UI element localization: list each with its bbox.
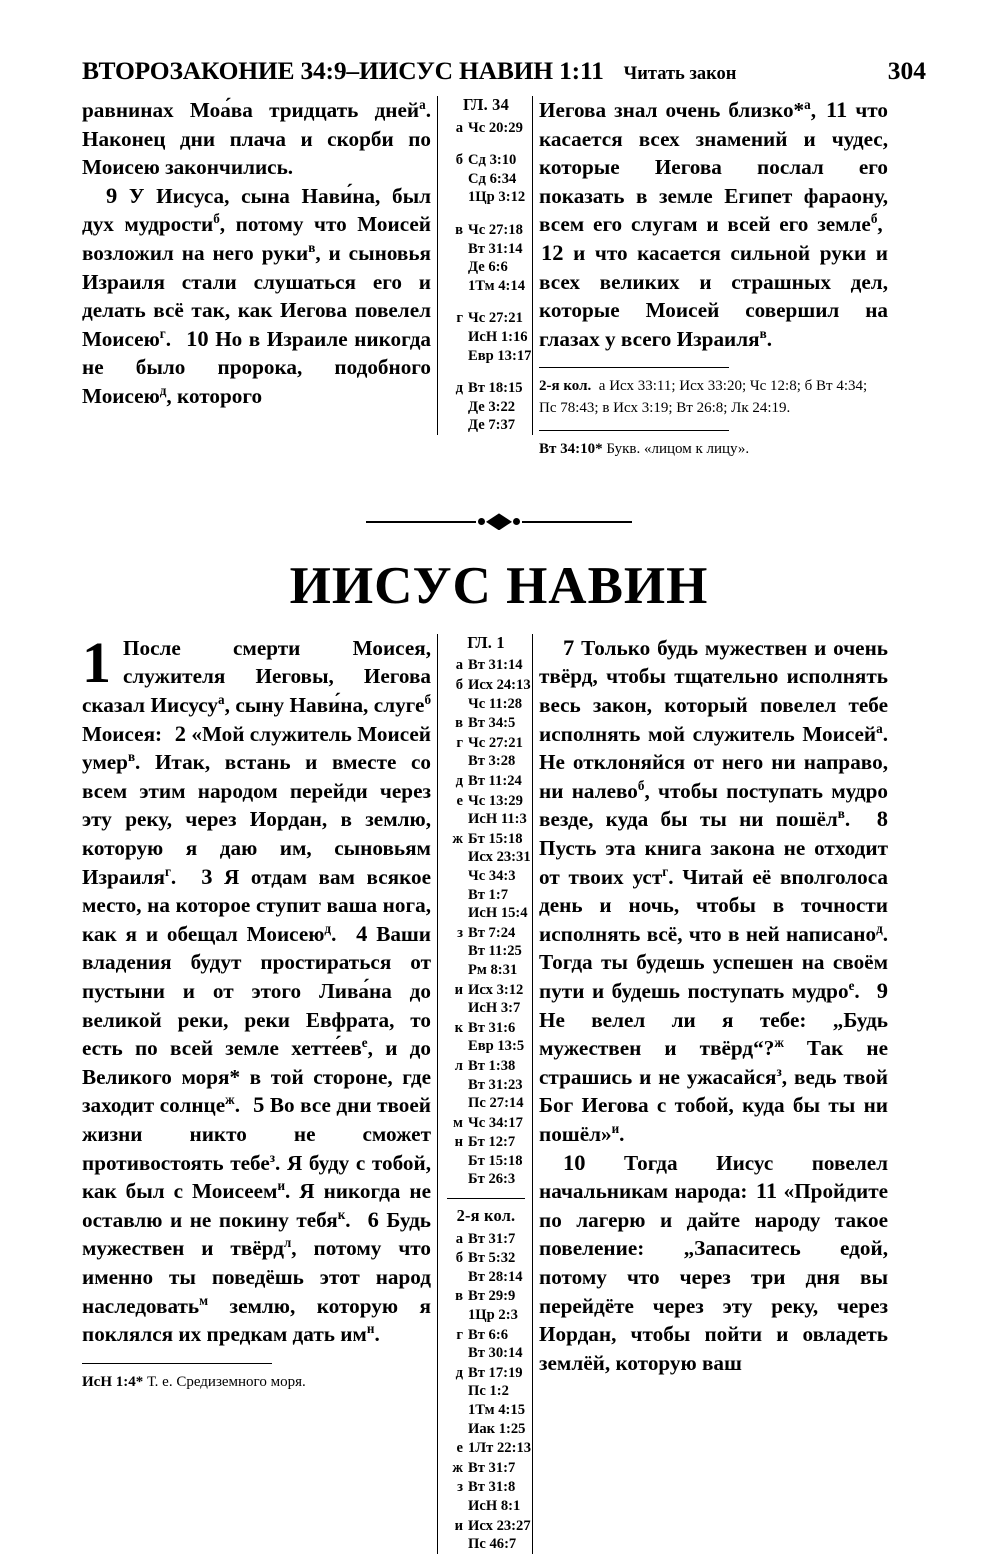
josh-v4-text-2: , и до Великого моря* в той стороне, где заходит солнце — [82, 1036, 431, 1118]
footnote-marker-b: б — [870, 211, 878, 227]
ref-item[interactable]: Вт 18:15 — [468, 380, 523, 397]
footnote-ref: ИсН 1:4* — [82, 1373, 144, 1390]
ref-group — [447, 1517, 531, 1554]
ref-letter: л — [454, 1057, 463, 1074]
deut-crossref-footnotes — [539, 377, 888, 418]
chapter-dropcap: 1 — [82, 629, 111, 695]
ref-item[interactable]: Евр 13:5 — [468, 1038, 525, 1055]
ref-letter: г — [456, 310, 463, 327]
deut-right-column — [539, 96, 888, 462]
ref-item[interactable]: Рм 8:31 — [468, 961, 518, 978]
verse-number-11: 11 — [755, 1178, 778, 1204]
footnote-marker-a: а — [876, 720, 883, 736]
ref-letter: а — [455, 657, 463, 674]
ref-group — [447, 1287, 525, 1324]
ref-group — [447, 1326, 525, 1363]
ref-spacer — [447, 295, 525, 308]
ref-letter: е — [456, 1440, 463, 1457]
ref-item[interactable]: Вт 31:7 — [468, 1230, 516, 1247]
ref-group — [447, 1133, 525, 1189]
footnote-marker-d: д — [159, 382, 167, 398]
footnote-marker-v: в — [759, 325, 767, 341]
ref-item[interactable]: Пс 1:2 — [468, 1383, 509, 1400]
josh-v9-text-3: , ведь твой Бог Иегова с тобой, куда бы ты ни пошёл» — [539, 1064, 888, 1146]
ref-group — [447, 1478, 525, 1515]
ref-letter: ж — [452, 830, 463, 847]
ref-item[interactable]: Вт 3:28 — [468, 753, 516, 770]
ref-group — [447, 221, 525, 295]
footnote-divider-2 — [539, 430, 729, 431]
ref-letter: в — [455, 221, 463, 238]
ref-spacer — [447, 207, 525, 220]
deut-left-column — [82, 96, 431, 411]
ref-group — [447, 1459, 525, 1478]
divider-diamond — [486, 513, 512, 530]
diamond-divider-icon — [0, 502, 998, 542]
footnote-marker-z: з — [269, 1149, 276, 1165]
ref-group — [447, 1057, 525, 1113]
josh-v7-text-3: , чтобы поступать мудро везде, куда бы ты ни пошёл — [539, 778, 888, 832]
ref-spacer — [447, 137, 525, 150]
divider-dot-left — [478, 518, 485, 525]
crossref-text-1[interactable]: а Исх 33:11; Исх 33:20; Чс 12:8; б Вт 4:34; — [598, 378, 868, 395]
deut-v9-text-4: . — [165, 326, 172, 351]
ref-item[interactable]: 1Цр 2:3 — [468, 1307, 518, 1324]
footnote-divider — [539, 367, 729, 368]
footnote-marker-k: к — [337, 1206, 346, 1222]
ref-item[interactable]: Вт 17:19 — [468, 1364, 523, 1381]
footnote-marker-a: а — [419, 96, 426, 112]
ref-item[interactable]: ИсН 3:7 — [468, 1000, 521, 1017]
ref-item[interactable]: Вт 1:38 — [468, 1057, 516, 1074]
footnote-marker-g: г — [662, 863, 669, 879]
ref-group — [447, 309, 532, 365]
ref-letter: б — [455, 677, 463, 694]
ref-item[interactable]: Вт 28:14 — [468, 1268, 523, 1285]
footnote-marker-a: а — [218, 691, 225, 707]
ref-item[interactable]: ИсН 15:4 — [468, 905, 528, 922]
header-reference: ВТОРОЗАКОНИЕ 34:9–ИИСУС НАВИН 1:11 — [82, 56, 604, 85]
ref-item[interactable]: Чс 13:29 — [468, 792, 523, 809]
josh-v1-text-3: Моисея: — [82, 721, 163, 746]
josh-v8-text-4: . — [854, 978, 860, 1003]
ref-item[interactable]: Вт 31:6 — [468, 1019, 516, 1036]
verse-number-9: 9 — [876, 977, 889, 1003]
ref-item[interactable]: Пс 46:7 — [468, 1536, 517, 1553]
josh-v6-text-3: землю, которую я поклялся их предкам дать им — [82, 1293, 431, 1347]
verse-number-5: 5 — [253, 1092, 265, 1118]
joshua-section — [0, 629, 998, 1554]
ref-group — [447, 1114, 525, 1133]
josh-v5-text-1: Во все дни твоей жизни никто не сможет противостоять тебе — [82, 1093, 432, 1175]
deut-v12-text-1: и что касается сильной руки и всех великих и страшных дел, которые Моисей совершил на глазах у всего Израиля — [539, 240, 888, 351]
verse-number-9: 9 — [106, 182, 118, 208]
ref-group — [447, 830, 531, 923]
verse-number-3: 3 — [201, 863, 213, 889]
josh-v9-text-1: Не велел ли я тебе: „Будь мужествен и твёрд“? — [539, 1007, 888, 1061]
refs-column-divider — [447, 1198, 525, 1199]
verse-number-7: 7 — [563, 634, 575, 660]
josh-v3-text-1: Я отдам вам всякое место, на которое ступит ваша нога, как я и обещал Моисею — [82, 864, 431, 946]
ref-letter: д — [455, 380, 463, 397]
footnote-line — [539, 440, 888, 460]
divider-dot-right — [513, 518, 520, 525]
josh-v2-text-1: «Мой служитель Моисей умер — [82, 721, 431, 775]
page-number: 304 — [887, 56, 926, 85]
book-title: ИИСУС НАВИН — [289, 556, 709, 615]
josh-v5-text-2: . Я буду с тобой, как был с Моисеем — [82, 1150, 432, 1204]
ref-letter: д — [455, 773, 463, 789]
footnote-marker-zh: ж — [225, 1092, 235, 1108]
josh-v8-text-3: . Тогда ты будешь успешен на своём пути и будешь поступать мудро — [539, 921, 888, 1003]
ref-item[interactable]: 1Цр 3:12 — [468, 189, 526, 206]
deut-right-paragraph — [539, 96, 888, 353]
verse-number-12: 12 — [541, 239, 564, 265]
divider-line-right — [522, 521, 632, 523]
josh-v6-text-4: . — [374, 1322, 380, 1347]
ref-group — [447, 772, 525, 791]
crossref-line-1 — [539, 377, 888, 397]
josh-v10-text-1: Тогда Иисус повелел начальникам народа: — [539, 1150, 889, 1204]
ref-item[interactable]: Вт 7:24 — [468, 924, 516, 941]
ref-letter: г — [456, 734, 463, 751]
ref-group — [447, 656, 525, 675]
ref-item[interactable]: Бт 15:18 — [468, 1152, 523, 1169]
josh-v7-text-1: Только будь мужествен и очень твёрд, чтобы тщательно исполнять весь закон, который повелел тебе исполнять мой служитель Моисей — [539, 635, 888, 746]
refs-heading-ch1: ГЛ. 1 — [467, 632, 505, 652]
ref-group — [447, 676, 531, 713]
ref-letter: г — [456, 1326, 463, 1343]
ref-item[interactable]: Чс 27:21 — [468, 310, 523, 327]
crossref-line-2[interactable]: Пс 78:43; в Исх 3:19; Вт 26:8; Лк 24:19. — [539, 399, 791, 416]
ref-item[interactable]: Бт 12:7 — [468, 1134, 516, 1151]
josh-v8-text-2: . Читай её вполголоса день и ночь, чтобы в точности исполнять всё, что в ней написано — [539, 864, 889, 946]
josh-v9-text-2: Так не страшись и не ужасайся — [539, 1036, 888, 1089]
ref-item[interactable]: Исх 23:27 — [468, 1517, 531, 1534]
ref-letter: н — [454, 1134, 463, 1151]
ref-letter: м — [453, 1114, 463, 1131]
ref-item[interactable]: Чс 20:29 — [468, 119, 523, 136]
ref-group — [447, 1364, 525, 1438]
ref-item[interactable]: Сд 6:34 — [468, 170, 517, 187]
deut-r-text-2: , — [810, 98, 817, 122]
verse-number-10: 10 — [186, 325, 209, 351]
divider-line-left — [366, 521, 476, 523]
ref-item[interactable]: ИсН 1:16 — [468, 328, 528, 345]
ref-item[interactable]: Вт 29:9 — [468, 1288, 516, 1305]
crossref-col-label: 2-я кол. — [539, 378, 592, 395]
ref-letter: к — [454, 1019, 463, 1036]
deut-v9-text-1: У Иисуса, сына Нави́на, был дух мудрости — [82, 183, 432, 237]
ref-item[interactable]: Вт 31:14 — [468, 240, 523, 257]
ref-item[interactable]: 1Тм 4:15 — [468, 1402, 526, 1418]
ref-item[interactable]: Вт 5:32 — [468, 1250, 516, 1267]
ref-letter: в — [455, 715, 463, 732]
footnote-line — [82, 1373, 431, 1393]
ref-item[interactable]: Де 6:6 — [468, 259, 508, 276]
josh-v2-text-2: . Итак, встань и вместе со всем этим народом перейди через эту реку, через Иордан, в землю, которую я даю им, сыновьям Израиля — [82, 750, 431, 889]
footnote-marker-b: б — [637, 777, 645, 793]
ref-item[interactable]: Бт 15:18 — [468, 830, 523, 847]
ref-letter: е — [456, 792, 463, 809]
ref-group — [447, 1230, 525, 1249]
ref-letter: б — [455, 1250, 463, 1267]
deut-paragraph-cont — [82, 96, 431, 182]
ref-letter: ж — [452, 1459, 463, 1476]
verse-number-4: 4 — [356, 920, 368, 946]
josh-v7-text-4: . — [844, 807, 851, 832]
footnote-marker-v: в — [837, 806, 845, 822]
footnote-marker-v: в — [308, 239, 316, 255]
footnote-text: Т. е. Средиземного моря. — [147, 1373, 306, 1390]
ref-item[interactable]: Евр 13:17 — [468, 347, 532, 364]
running-header — [0, 0, 998, 86]
deut-translation-footnote — [539, 440, 888, 460]
ref-item[interactable]: Де 7:37 — [468, 417, 516, 434]
ref-item[interactable]: ИсН 11:3 — [468, 811, 527, 828]
deut-v10-text-1: Но в Израиле никогда не было пророка, подобного Моисею — [82, 326, 432, 408]
ref-item[interactable]: Исх 3:12 — [468, 981, 524, 998]
deut-verse-9 — [82, 182, 431, 411]
josh-v5-text-4: . — [345, 1207, 351, 1232]
ref-letter: и — [454, 1517, 463, 1534]
deut-reference-column — [437, 96, 533, 435]
joshua-verse-1 — [82, 629, 432, 1349]
footnote-ref: Вт 34:10* — [539, 441, 603, 458]
deut-v10-text-2: , которого — [166, 383, 263, 408]
footnote-marker-i: и — [611, 1120, 620, 1136]
ref-letter: з — [457, 924, 463, 941]
ref-item[interactable]: Вт 34:5 — [468, 715, 516, 732]
footnote-marker-d: д — [876, 920, 883, 936]
refs-heading-ch34: ГЛ. 34 — [463, 95, 509, 114]
verse-number-8: 8 — [876, 806, 889, 832]
ref-group — [447, 924, 525, 980]
ref-letter: з — [457, 1479, 463, 1496]
footnote-marker-l: л — [283, 1235, 292, 1251]
deut-v11-text-1: что касается всех знамений и чудес, которые Иегова послал его показать в земле Египет фараону, всем его слугам и всей его земле — [539, 98, 889, 237]
deut-v12-text-2: . — [766, 326, 772, 351]
joshua-left-column — [82, 629, 432, 1394]
footnote-marker-g: г — [164, 863, 171, 879]
ref-item[interactable]: Вт 6:6 — [468, 1326, 509, 1343]
ref-group — [447, 1249, 525, 1286]
ref-letter: а — [455, 119, 463, 136]
ref-spacer — [447, 365, 525, 378]
josh-v4-text-3: . — [234, 1093, 240, 1118]
ref-item[interactable]: 1Лт 22:13 — [468, 1440, 532, 1457]
footnote-marker-i: и — [277, 1178, 286, 1194]
deut-v9-text-3: , и сыновья Израиля стали слушаться его и делать всё так, как Иегова повелел Моисею — [82, 240, 431, 351]
ref-item[interactable]: Вт 31:23 — [468, 1076, 523, 1093]
ref-item[interactable]: Бт 26:3 — [468, 1171, 516, 1188]
ref-item[interactable]: Вт 30:14 — [468, 1345, 523, 1362]
ref-letter: а — [455, 1230, 463, 1247]
joshua-footnote — [82, 1373, 431, 1393]
ref-group — [447, 734, 525, 771]
footnote-marker-m: м — [199, 1292, 209, 1308]
ref-item[interactable]: Вт 31:8 — [468, 1479, 516, 1496]
josh-v4-text-1: Ваши владения будут простираться от пустыни и от этого Лива́на до великой реки, реки Евфрата, то есть по всей земле хетте́ев — [82, 921, 432, 1061]
josh-v11-text-1: «Пройдите по лагерю и дайте народу такое повеление: „Запаситесь едой, потому что через три дня вы перейдёте через эту реку, через Иордан, чтобы пойти и овладеть землёй, которую ваш — [539, 1179, 889, 1375]
ref-item[interactable]: Иак 1:25 — [468, 1420, 526, 1437]
footnote-marker-b: б — [213, 211, 220, 227]
ref-group — [447, 981, 525, 1018]
josh-v5-text-3: . Я никогда не оставлю и не покину тебя — [82, 1179, 431, 1232]
divider-ornament — [478, 513, 520, 530]
josh-v3-text-2: . — [331, 921, 337, 946]
josh-v6-text-2: , потому что именно ты поведёшь этот народ наследовать — [82, 1236, 431, 1318]
footnote-marker-n: н — [366, 1321, 375, 1337]
josh-v1-text-1: После смерти Моисея, служителя Иеговы, Иегова сказал Иисусу — [82, 635, 431, 718]
joshua-verses-10-11 — [539, 1149, 888, 1378]
footnote-marker-b: б — [424, 691, 431, 707]
ref-item[interactable]: Сд 3:10 — [468, 152, 517, 169]
ref-letter: и — [454, 981, 463, 998]
footnote-marker-e: е — [848, 977, 855, 993]
footnote-marker-z: з — [776, 1063, 782, 1079]
ref-item[interactable]: Вт 31:14 — [468, 657, 523, 674]
footnote-marker-d: д — [324, 920, 332, 936]
ref-group — [447, 792, 525, 829]
ref-group — [447, 379, 525, 435]
deut-r-text-1: Иегова знал очень близко* — [539, 98, 805, 122]
deuteronomy-section — [0, 96, 998, 462]
deut-text-2: . Наконец дни плача и скорби по Моисею закончились. — [82, 98, 431, 180]
joshua-right-column — [539, 634, 888, 1377]
footnote-marker-g: г — [159, 325, 166, 341]
ref-item[interactable]: Вт 1:7 — [468, 886, 509, 903]
ref-item[interactable]: Вт 11:25 — [468, 943, 522, 960]
ref-item[interactable]: Чс 27:18 — [468, 221, 523, 238]
ref-group — [447, 1019, 525, 1056]
verse-number-10: 10 — [563, 1149, 586, 1175]
refs-second-col-label: 2-я кол. — [456, 1206, 516, 1226]
ref-letter: д — [455, 1364, 463, 1381]
footnote-marker-a: а — [804, 96, 811, 112]
deut-v9-text-2: , потому что Моисей возложил на него руки — [82, 212, 431, 265]
josh-v1-text-2: , сыну Нави́на, слуге — [224, 693, 425, 718]
ref-item[interactable]: Исх 23:31 — [468, 849, 531, 866]
deut-v11-text-2: , — [877, 212, 883, 237]
ref-item[interactable]: Исх 24:13 — [468, 677, 531, 694]
footnote-marker-v: в — [127, 749, 136, 765]
josh-v6-text-1: Будь мужествен и твёрд — [82, 1207, 432, 1261]
ref-group — [447, 151, 525, 207]
ref-item[interactable]: Чс 34:3 — [468, 867, 516, 884]
ref-item[interactable]: Чс 27:21 — [468, 734, 523, 751]
josh-v2-text-3: . — [170, 864, 177, 889]
footnote-marker-zh: ж — [774, 1035, 784, 1051]
verse-number-6: 6 — [367, 1206, 379, 1232]
header-theme: Читать закон — [623, 64, 737, 84]
ref-item[interactable]: ИсН 8:1 — [468, 1497, 521, 1514]
ref-letter: б — [455, 152, 463, 169]
josh-v7-text-2: . Не отклоняйся от него ни направо, ни налево — [539, 721, 888, 803]
ref-item[interactable]: 1Тм 4:14 — [468, 277, 526, 294]
josh-v9-text-4: . — [619, 1121, 625, 1146]
ref-group — [447, 119, 525, 138]
ref-item[interactable]: Вт 31:7 — [468, 1459, 516, 1476]
verse-number-11: 11 — [826, 97, 848, 122]
joshua-reference-column — [437, 634, 533, 1554]
verse-number-2: 2 — [174, 720, 187, 746]
ref-group — [447, 714, 525, 733]
ref-item[interactable]: Вт 11:24 — [468, 773, 522, 789]
ref-item[interactable]: Чс 34:17 — [468, 1114, 523, 1131]
joshua-footnote-divider — [82, 1363, 272, 1364]
ref-letter: в — [455, 1288, 463, 1305]
ref-item[interactable]: Пс 27:14 — [468, 1095, 524, 1112]
footnote-marker-e: е — [361, 1035, 368, 1051]
footnote-text: Букв. «лицом к лицу». — [606, 441, 750, 458]
ref-item[interactable]: Де 3:22 — [468, 398, 516, 415]
josh-v8-text-1: Пусть эта книга закона не отходит от твоих уст — [539, 836, 888, 889]
joshua-verses-7-9 — [539, 634, 888, 1149]
ref-item[interactable]: Чс 11:28 — [468, 695, 523, 712]
deut-text-1: равнинах Моа́ва тридцать дней — [82, 98, 420, 122]
